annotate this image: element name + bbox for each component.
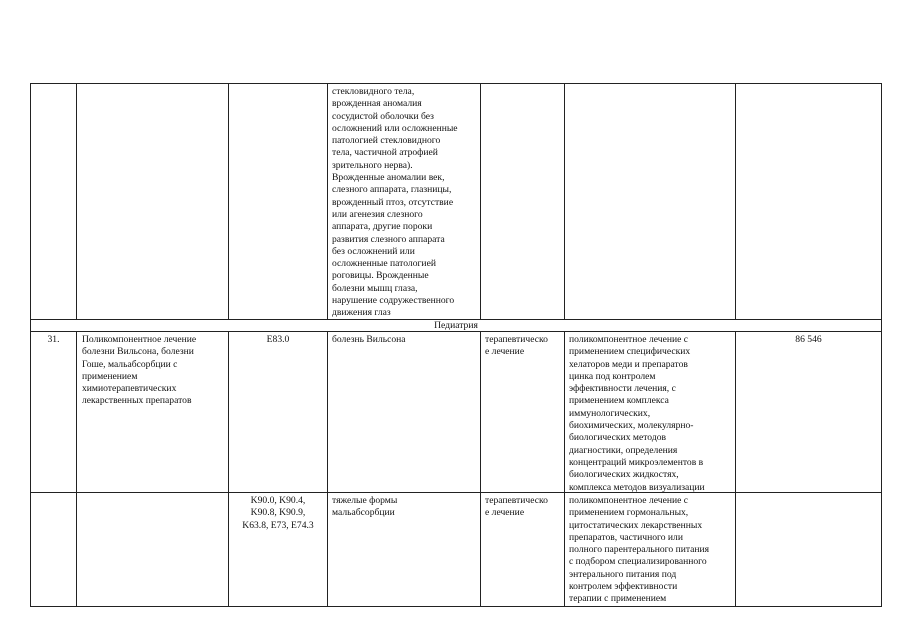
column-border (564, 331, 565, 607)
cell-item-treatment-type: терапевтическо е лечение (485, 495, 548, 519)
cell-item-code: K90.0, K90.4, K90.8, K90.9, K63.8, E73, E74.3 (242, 495, 314, 531)
row-border-item31-bottom (30, 492, 882, 493)
cell-item-name: Поликомпонентное лечение болезни Вильсона, болезни Гоше, мальабсорбции с применением химиотерапевтических лекарственных препаратов (82, 334, 197, 407)
cell-item-cost: 86 546 (795, 334, 822, 345)
cell-item-method: поликомпонентное лечение с применением гормональных, цитостатических лекарственных препаратов, частичного или полного парентерального питания с подбором специализированного энтерального питания под контролем эффективности терапии с применением (569, 495, 710, 605)
row-border-top (30, 83, 882, 84)
section-title: Педиатрия (434, 320, 478, 331)
cell-item-treatment-type: терапевтическо е лечение (485, 334, 548, 358)
cell-continuation-diagnosis: стекловидного тела, врожденная аномалия сосудистой оболочки без осложнений или осложненные патологией стекловидного тела, частичной атрофией зрительного нерва). Врожденные аномалии век, слезного аппарата, глазницы, врожденный птоз, отсутствие или агенезия слезного аппарата, другие пороки развития слезного аппарата без осложнений или осложненные патологией роговицы. Врожденные болезни мышц глаза, нарушение содружественного движения глаз (332, 86, 458, 319)
cell-item-code: E83.0 (266, 334, 290, 345)
row-border-bottom (30, 606, 882, 607)
medical-services-table (30, 83, 882, 607)
column-border (735, 83, 736, 319)
cell-item-diagnosis: болезнь Вильсона (332, 334, 406, 345)
column-border (327, 331, 328, 607)
column-border (76, 331, 77, 607)
cell-item-diagnosis: тяжелые формы мальабсорбции (332, 495, 398, 519)
column-border-right (881, 83, 882, 607)
column-border (228, 83, 229, 319)
column-border (564, 83, 565, 319)
column-border (327, 83, 328, 319)
cell-item-method: поликомпонентное лечение с применением специфических хелаторов меди и препаратов цинка под контролем эффективности лечения, с применением комплекса иммунологических, биохимических, молекулярно- биологических методов диагностики, определения концентраций микроэлементов в биологических жидкостях, комплекса методов визуализации (569, 334, 705, 492)
column-border (76, 83, 77, 319)
column-border (735, 331, 736, 607)
column-border (480, 83, 481, 319)
cell-item-number: 31. (47, 334, 60, 345)
column-border (480, 331, 481, 607)
row-border-section-bottom (30, 331, 882, 332)
